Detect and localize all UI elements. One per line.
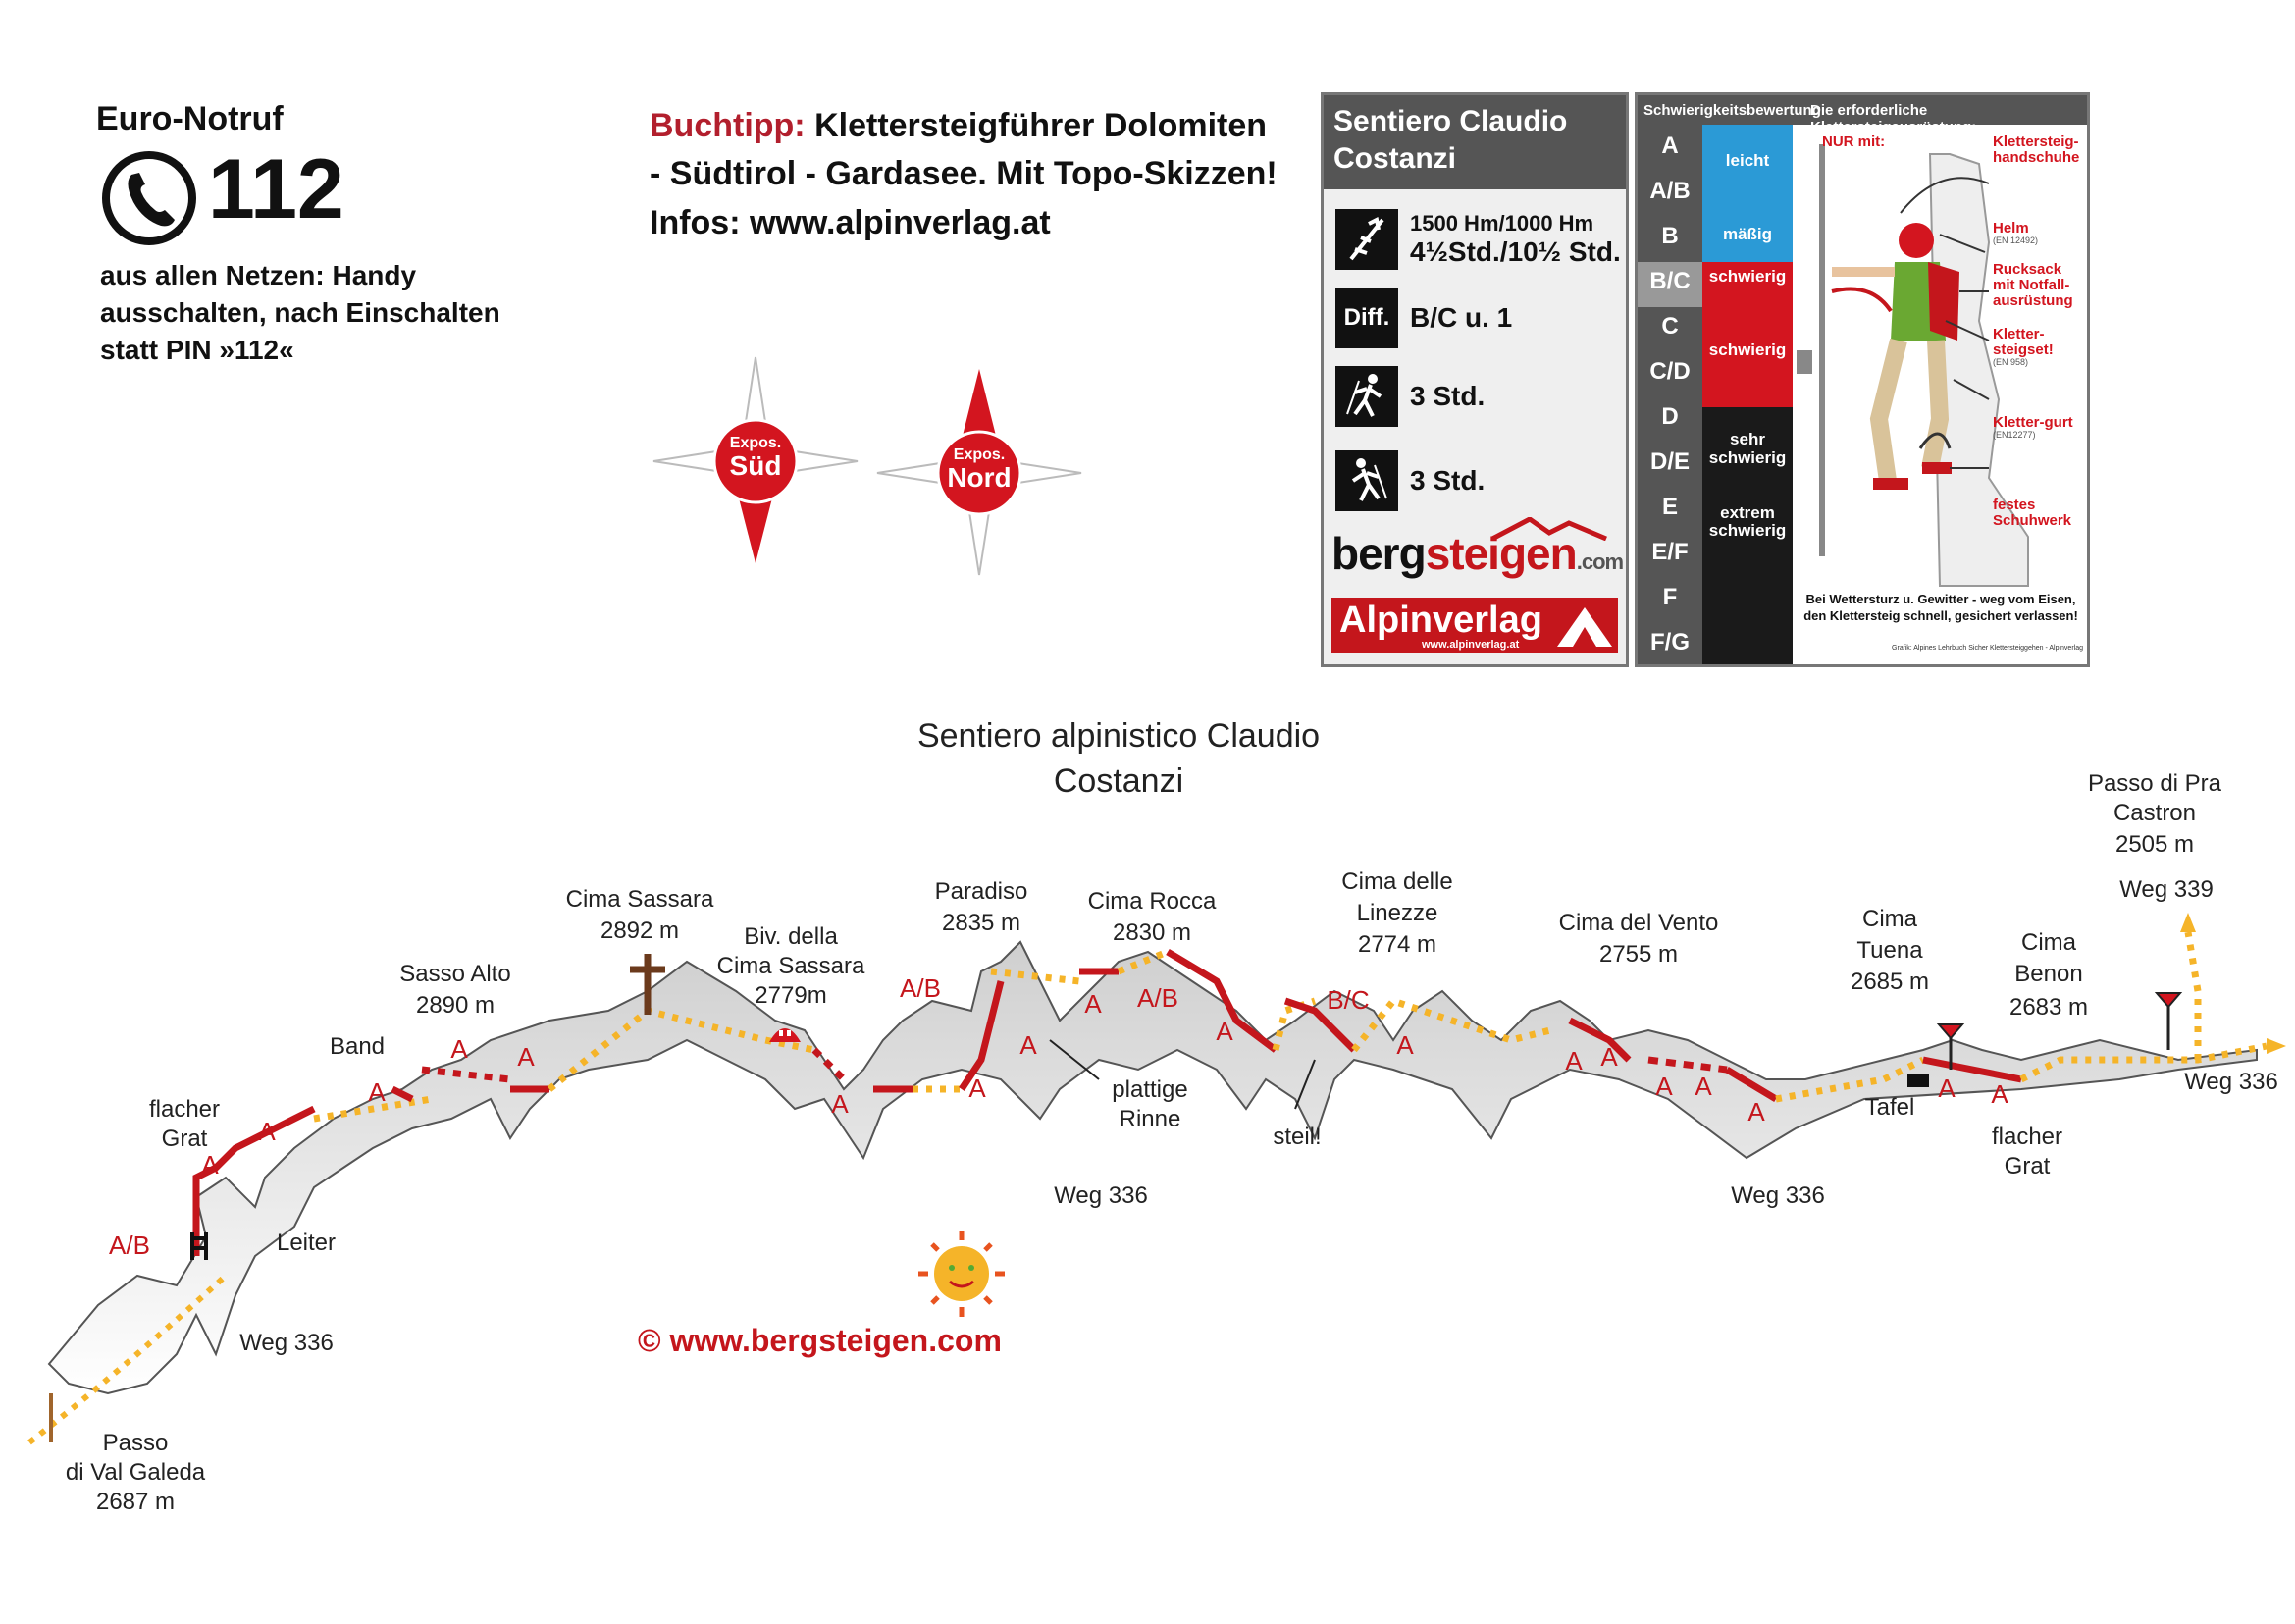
grade-label: A xyxy=(1695,1072,1712,1101)
label-weg336-d: Weg 336 xyxy=(2184,1069,2278,1095)
eq-helmet-norm: (EN 12492) xyxy=(1993,235,2039,245)
bergsteigen-logo: bergsteigen.com xyxy=(1331,528,1624,579)
grade-ef: E/F xyxy=(1651,539,1689,565)
eq-backpack: Rucksack mit Notfall-ausrüstung xyxy=(1993,261,2073,309)
eq-set: Kletter-steigset! (EN 958) xyxy=(1993,327,2085,367)
grade-label: B/C xyxy=(1327,985,1370,1015)
label-band: Band xyxy=(329,1033,386,1060)
label-cima-tuena-2: Tuena xyxy=(1856,937,1923,964)
label-steil: steil! xyxy=(1273,1124,1322,1150)
compass-south-label: Expos. xyxy=(729,435,782,451)
altitude-value: 1500 Hm/1000 Hm xyxy=(1410,211,1594,236)
eq-gloves: Klettersteig-handschuhe xyxy=(1993,133,2080,166)
eq-helmet: Helm (EN 12492) xyxy=(1993,220,2039,245)
grade-label: A xyxy=(1600,1042,1618,1072)
place-labels xyxy=(66,770,2278,1515)
grade-fg: F/G xyxy=(1650,629,1690,655)
book-tip-info[interactable]: Infos: www.alpinverlag.at xyxy=(650,203,1051,241)
label-cima-linezze-2: Linezze xyxy=(1356,900,1438,926)
label-weg336-c: Weg 336 xyxy=(1731,1182,1825,1209)
duration-value: 4½Std./10½ Std. xyxy=(1410,236,1621,267)
grade-de: D/E xyxy=(1649,448,1690,475)
band-extrem: extrem schwierig xyxy=(1708,502,1787,541)
label-flacher-grat-b-2: Grat xyxy=(2004,1153,2051,1179)
arrow-north-icon xyxy=(2180,913,2196,932)
label-plattige-rinne-2: Rinne xyxy=(1119,1106,1181,1132)
eq-set-norm: (EN 958) xyxy=(1993,356,2029,367)
label-tafel: Tafel xyxy=(1864,1094,1915,1121)
band-sehr-schwierig: sehr schwierig extrem schwierig xyxy=(1702,407,1793,664)
compass-north-label: Expos. xyxy=(953,446,1006,463)
grade-ab: A/B xyxy=(1649,178,1691,204)
label-pra-castron-3: 2505 m xyxy=(2114,831,2195,858)
tour-title: Sentiero Claudio Costanzi xyxy=(1324,95,1626,189)
sun-icon xyxy=(918,1231,1005,1317)
label-cima-benon-3: 2683 m xyxy=(2008,994,2089,1021)
emergency-title: Euro-Notruf xyxy=(96,100,284,137)
grade-label: A xyxy=(968,1074,986,1103)
label-cima-rocca-1: Cima Rocca xyxy=(1087,888,1217,915)
grade-label: A xyxy=(258,1117,276,1146)
label-pra-castron-1: Passo di Pra xyxy=(2087,770,2222,797)
grade-d: D xyxy=(1661,403,1679,430)
eq-harness: Kletter-gurt (EN12277) xyxy=(1993,415,2085,440)
route-title: Sentiero alpinistico Claudio Costanzi xyxy=(916,717,1321,800)
emergency-number: 112 xyxy=(208,142,344,236)
label-flacher-grat-a-2: Grat xyxy=(161,1126,208,1152)
grade-label: A xyxy=(1019,1030,1037,1060)
book-tip-label: Buchtipp: xyxy=(650,107,806,144)
eq-shoes: festes Schuhwerk xyxy=(1993,497,2072,529)
label-sasso-alto-1: Sasso Alto xyxy=(399,961,511,987)
graphic-credit: Grafik: Alpines Lehrbuch Sicher Klettersteiggehen - Alpinverlag xyxy=(1892,645,2083,652)
label-biv-1: Biv. della xyxy=(744,923,838,950)
compass-north-value: Nord xyxy=(947,462,1012,493)
grade-f: F xyxy=(1662,584,1678,610)
label-cima-vento-2: 2755 m xyxy=(1598,941,1679,968)
eq-harness-norm: (EN12277) xyxy=(1993,429,2036,440)
label-weg336-b: Weg 336 xyxy=(1054,1182,1148,1209)
grade-label: A xyxy=(1396,1030,1414,1060)
grade-label: A xyxy=(201,1150,219,1179)
label-cima-linezze-3: 2774 m xyxy=(1357,931,1437,958)
alpinverlag-name: Alpinverlag xyxy=(1339,600,1542,641)
label-paradiso-2: 2835 m xyxy=(941,910,1021,936)
grade-label: A xyxy=(1747,1097,1765,1126)
grade-label: A/B xyxy=(1137,983,1178,1013)
label-weg336-a: Weg 336 xyxy=(239,1330,334,1356)
label-passo-val-galeda-2: di Val Galeda xyxy=(65,1459,206,1486)
label-cima-linezze-1: Cima delle xyxy=(1341,868,1453,895)
grade-a: A xyxy=(1661,132,1679,159)
difficulty-badge: Diff. xyxy=(1335,288,1398,348)
eq-only-with: NUR mit: xyxy=(1822,133,1886,150)
label-flacher-grat-a-1: flacher xyxy=(148,1096,221,1123)
equipment-header: Die erforderliche Klettersteigausrüstung: xyxy=(1810,102,1977,135)
label-passo-val-galeda-1: Passo xyxy=(102,1430,169,1456)
label-sasso-alto-2: 2890 m xyxy=(415,992,496,1019)
tafel-sign-icon xyxy=(1907,1074,1929,1087)
grade-bc: B/C xyxy=(1649,268,1691,294)
grade-label: A xyxy=(450,1034,468,1064)
grade-b: B xyxy=(1661,223,1679,249)
emergency-info: aus allen Netzen: Handy ausschalten, nach Einschalten statt PIN »112« xyxy=(100,260,500,365)
copyright-link[interactable]: © www.bergsteigen.com xyxy=(638,1323,1002,1358)
arrow-east-icon xyxy=(2267,1038,2286,1054)
ascent-time: 3 Std. xyxy=(1410,380,1486,411)
label-weg339: Weg 339 xyxy=(2119,876,2214,903)
label-cima-vento-1: Cima del Vento xyxy=(1558,910,1719,936)
grade-label: A xyxy=(831,1089,849,1119)
grade-label: A xyxy=(517,1042,535,1072)
band-maessig: mäßig xyxy=(1722,224,1773,243)
grade-label: A xyxy=(368,1077,386,1107)
label-cima-rocca-2: 2830 m xyxy=(1112,919,1192,946)
label-cima-tuena-1: Cima xyxy=(1861,906,1918,932)
difficulty-header: Schwierigkeitsbewertung xyxy=(1643,102,1821,119)
difficulty-value: B/C u. 1 xyxy=(1410,301,1513,333)
label-paradiso-1: Paradiso xyxy=(934,878,1028,905)
grade-label: A/B xyxy=(109,1231,150,1260)
band-leicht: leicht mäßig xyxy=(1702,125,1793,262)
label-cima-sassara-1: Cima Sassara xyxy=(565,886,714,913)
label-flacher-grat-b-1: flacher xyxy=(1991,1124,2063,1150)
grade-label: A/B xyxy=(900,973,941,1003)
label-biv-2: Cima Sassara xyxy=(716,953,865,979)
grade-label: A xyxy=(1084,989,1102,1019)
descent-time: 3 Std. xyxy=(1410,464,1486,496)
label-cima-tuena-3: 2685 m xyxy=(1850,969,1930,995)
grade-e: E xyxy=(1661,494,1678,520)
label-passo-val-galeda-3: 2687 m xyxy=(95,1489,176,1515)
grade-label: A xyxy=(1655,1072,1673,1101)
label-cima-benon-1: Cima xyxy=(2020,929,2077,956)
grade-label: A xyxy=(1565,1046,1583,1075)
label-cima-sassara-2: 2892 m xyxy=(600,917,680,944)
band-schwierig: schwierig schwierig xyxy=(1702,262,1793,407)
book-tip-text: Klettersteigführer Dolomiten - Südtirol - Gardasee. Mit Topo-Skizzen! xyxy=(650,107,1278,193)
grade-label: A xyxy=(1991,1079,2008,1109)
alpinverlag-url: www.alpinverlag.at xyxy=(1422,639,1520,651)
weather-warning: Bei Wettersturz u. Gewitter - weg vom Eisen, den Klettersteig schnell, gesichert verlassen! xyxy=(1803,592,2078,623)
label-pra-castron-2: Castron xyxy=(2112,800,2197,826)
compass-south-value: Süd xyxy=(729,450,782,481)
grade-label: A xyxy=(1938,1074,1956,1103)
grade-label: A xyxy=(1216,1017,1233,1046)
label-plattige-rinne-1: plattige xyxy=(1112,1076,1188,1103)
label-leiter: Leiter xyxy=(276,1230,337,1256)
band-schwierig-2: schwierig xyxy=(1708,340,1787,359)
label-cima-benon-2: Benon xyxy=(2014,961,2083,987)
grade-cd: C/D xyxy=(1649,358,1691,385)
grade-c: C xyxy=(1661,313,1679,340)
label-biv-3: 2779m xyxy=(755,982,827,1009)
